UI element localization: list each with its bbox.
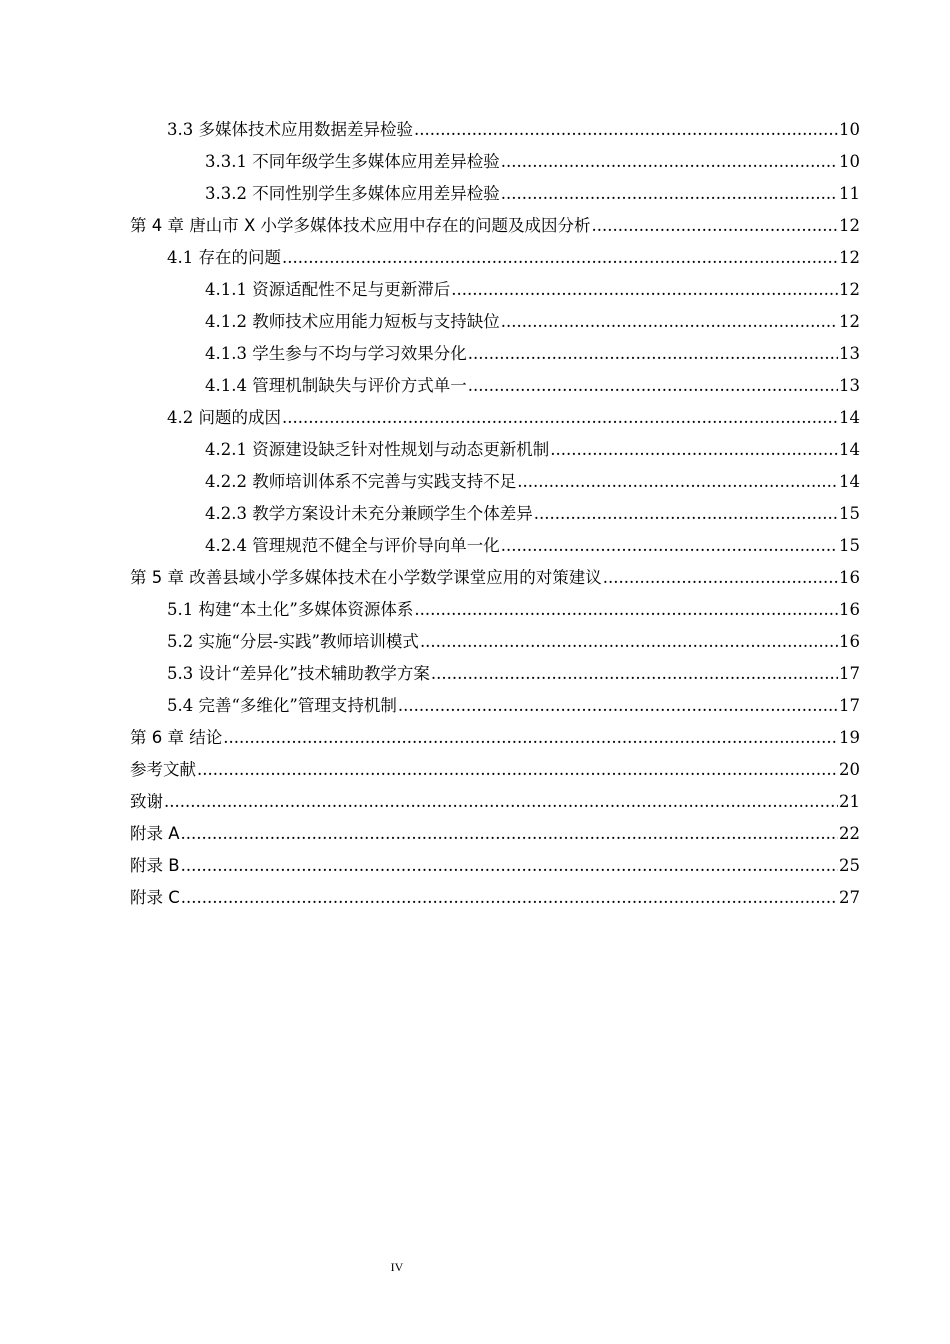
toc-leader-dots [181,882,838,914]
toc-entry-title: 5.1 构建“本土化”多媒体资源体系 [167,600,414,619]
toc-entry-page: 25 [839,856,860,875]
toc-entry-page: 16 [839,568,860,587]
toc-entry-title: 5.4 完善“多维化”管理支持机制 [167,696,397,715]
toc-leader-dots [282,402,838,434]
toc-leader-dots [223,722,838,754]
toc-entry-page: 10 [839,152,860,171]
toc-entry-page: 20 [839,760,860,779]
toc-entry-page: 15 [839,504,860,523]
toc-entry-page: 21 [839,792,860,811]
toc-entry[interactable] [130,818,860,850]
toc-entry-title: 第 6 章 结论 [130,728,223,747]
toc-entry-page: 14 [839,472,860,491]
toc-entry[interactable] [130,754,860,786]
toc-entry[interactable] [167,402,860,434]
toc-entry-page: 17 [839,664,860,683]
toc-leader-dots [451,274,838,306]
toc-leader-dots [197,754,838,786]
toc-entry-title: 附录 A [130,824,180,843]
toc-leader-dots [517,466,838,498]
toc-entry-title: 4.2 问题的成因 [167,408,281,427]
toc-entry[interactable] [167,114,860,146]
toc-entry-page: 10 [839,120,860,139]
toc-entry-title: 致谢 [130,792,163,811]
toc-entry-title: 4.1.1 资源适配性不足与更新滞后 [205,280,451,299]
toc-leader-dots [414,594,838,626]
toc-entry-title: 3.3.1 不同年级学生多媒体应用差异检验 [205,152,500,171]
toc-entry[interactable] [130,722,860,754]
toc-entry-page: 27 [839,888,860,907]
toc-entry-page: 11 [839,184,860,203]
toc-entry-title: 4.1.3 学生参与不均与学习效果分化 [205,344,467,363]
toc-entry[interactable] [205,466,860,498]
toc-entry-page: 19 [839,728,860,747]
toc-entry[interactable] [130,786,860,818]
toc-entry-page: 15 [839,536,860,555]
toc-entry-page: 13 [839,376,860,395]
toc-entry-page: 13 [839,344,860,363]
toc-leader-dots [420,626,838,658]
toc-entry[interactable] [205,370,860,402]
toc-entry-page: 12 [839,248,860,267]
toc-entry[interactable] [130,562,860,594]
toc-entry-title: 4.2.1 资源建设缺乏针对性规划与动态更新机制 [205,440,550,459]
toc-entry-title: 第 5 章 改善县域小学多媒体技术在小学数学课堂应用的对策建议 [130,568,602,587]
toc-entry-page: 16 [839,600,860,619]
toc-entry-title: 附录 C [130,888,180,907]
toc-entry-page: 12 [839,280,860,299]
toc-entry-title: 4.2.4 管理规范不健全与评价导向单一化 [205,536,500,555]
toc-entry[interactable] [167,690,860,722]
toc-entry-title: 第 4 章 唐山市 X 小学多媒体技术应用中存在的问题及成因分析 [130,216,591,235]
toc-entry-title: 4.1.2 教师技术应用能力短板与支持缺位 [205,312,500,331]
toc-entry[interactable] [205,530,860,562]
toc-entry-title: 5.3 设计“差异化”技术辅助教学方案 [167,664,430,683]
toc-entry-title: 附录 B [130,856,180,875]
toc-entry[interactable] [167,242,860,274]
toc-leader-dots [501,146,838,178]
toc-entry-title: 4.1 存在的问题 [167,248,281,267]
toc-entry-page: 17 [839,696,860,715]
toc-leader-dots [398,690,838,722]
toc-entry-page: 14 [839,408,860,427]
table-of-contents [0,114,950,914]
toc-leader-dots [431,658,838,690]
toc-entry-page: 12 [839,312,860,331]
toc-entry-title: 3.3 多媒体技术应用数据差异检验 [167,120,413,139]
toc-entry-page: 12 [839,216,860,235]
toc-leader-dots [181,850,838,882]
toc-leader-dots [592,210,838,242]
toc-leader-dots [501,306,838,338]
toc-leader-dots [550,434,838,466]
toc-leader-dots [501,530,838,562]
page-number: IV [390,1260,404,1274]
toc-entry-page: 16 [839,632,860,651]
toc-leader-dots [164,786,838,818]
toc-entry-page: 22 [839,824,860,843]
toc-entry[interactable] [167,658,860,690]
toc-leader-dots [414,114,838,146]
toc-entry[interactable] [130,210,860,242]
toc-entry[interactable] [130,882,860,914]
toc-leader-dots [468,370,838,402]
toc-entry[interactable] [205,146,860,178]
toc-entry[interactable] [205,306,860,338]
toc-entry-title: 3.3.2 不同性别学生多媒体应用差异检验 [205,184,500,203]
toc-entry[interactable] [205,434,860,466]
toc-entry-title: 参考文献 [130,760,196,779]
toc-entry[interactable] [205,274,860,306]
toc-entry[interactable] [167,626,860,658]
toc-entry-title: 5.2 实施“分层-实践”教师培训模式 [167,632,419,651]
toc-leader-dots [501,178,838,210]
toc-entry-title: 4.1.4 管理机制缺失与评价方式单一 [205,376,467,395]
toc-leader-dots [534,498,838,530]
toc-leader-dots [468,338,838,370]
toc-leader-dots [282,242,838,274]
toc-entry[interactable] [205,178,860,210]
toc-leader-dots [181,818,838,850]
toc-entry[interactable] [205,338,860,370]
toc-entry[interactable] [205,498,860,530]
toc-entry[interactable] [130,850,860,882]
toc-entry-page: 14 [839,440,860,459]
toc-entry-title: 4.2.2 教师培训体系不完善与实践支持不足 [205,472,517,491]
toc-entry-title: 4.2.3 教学方案设计未充分兼顾学生个体差异 [205,504,533,523]
toc-entry[interactable] [167,594,860,626]
toc-leader-dots [603,562,838,594]
